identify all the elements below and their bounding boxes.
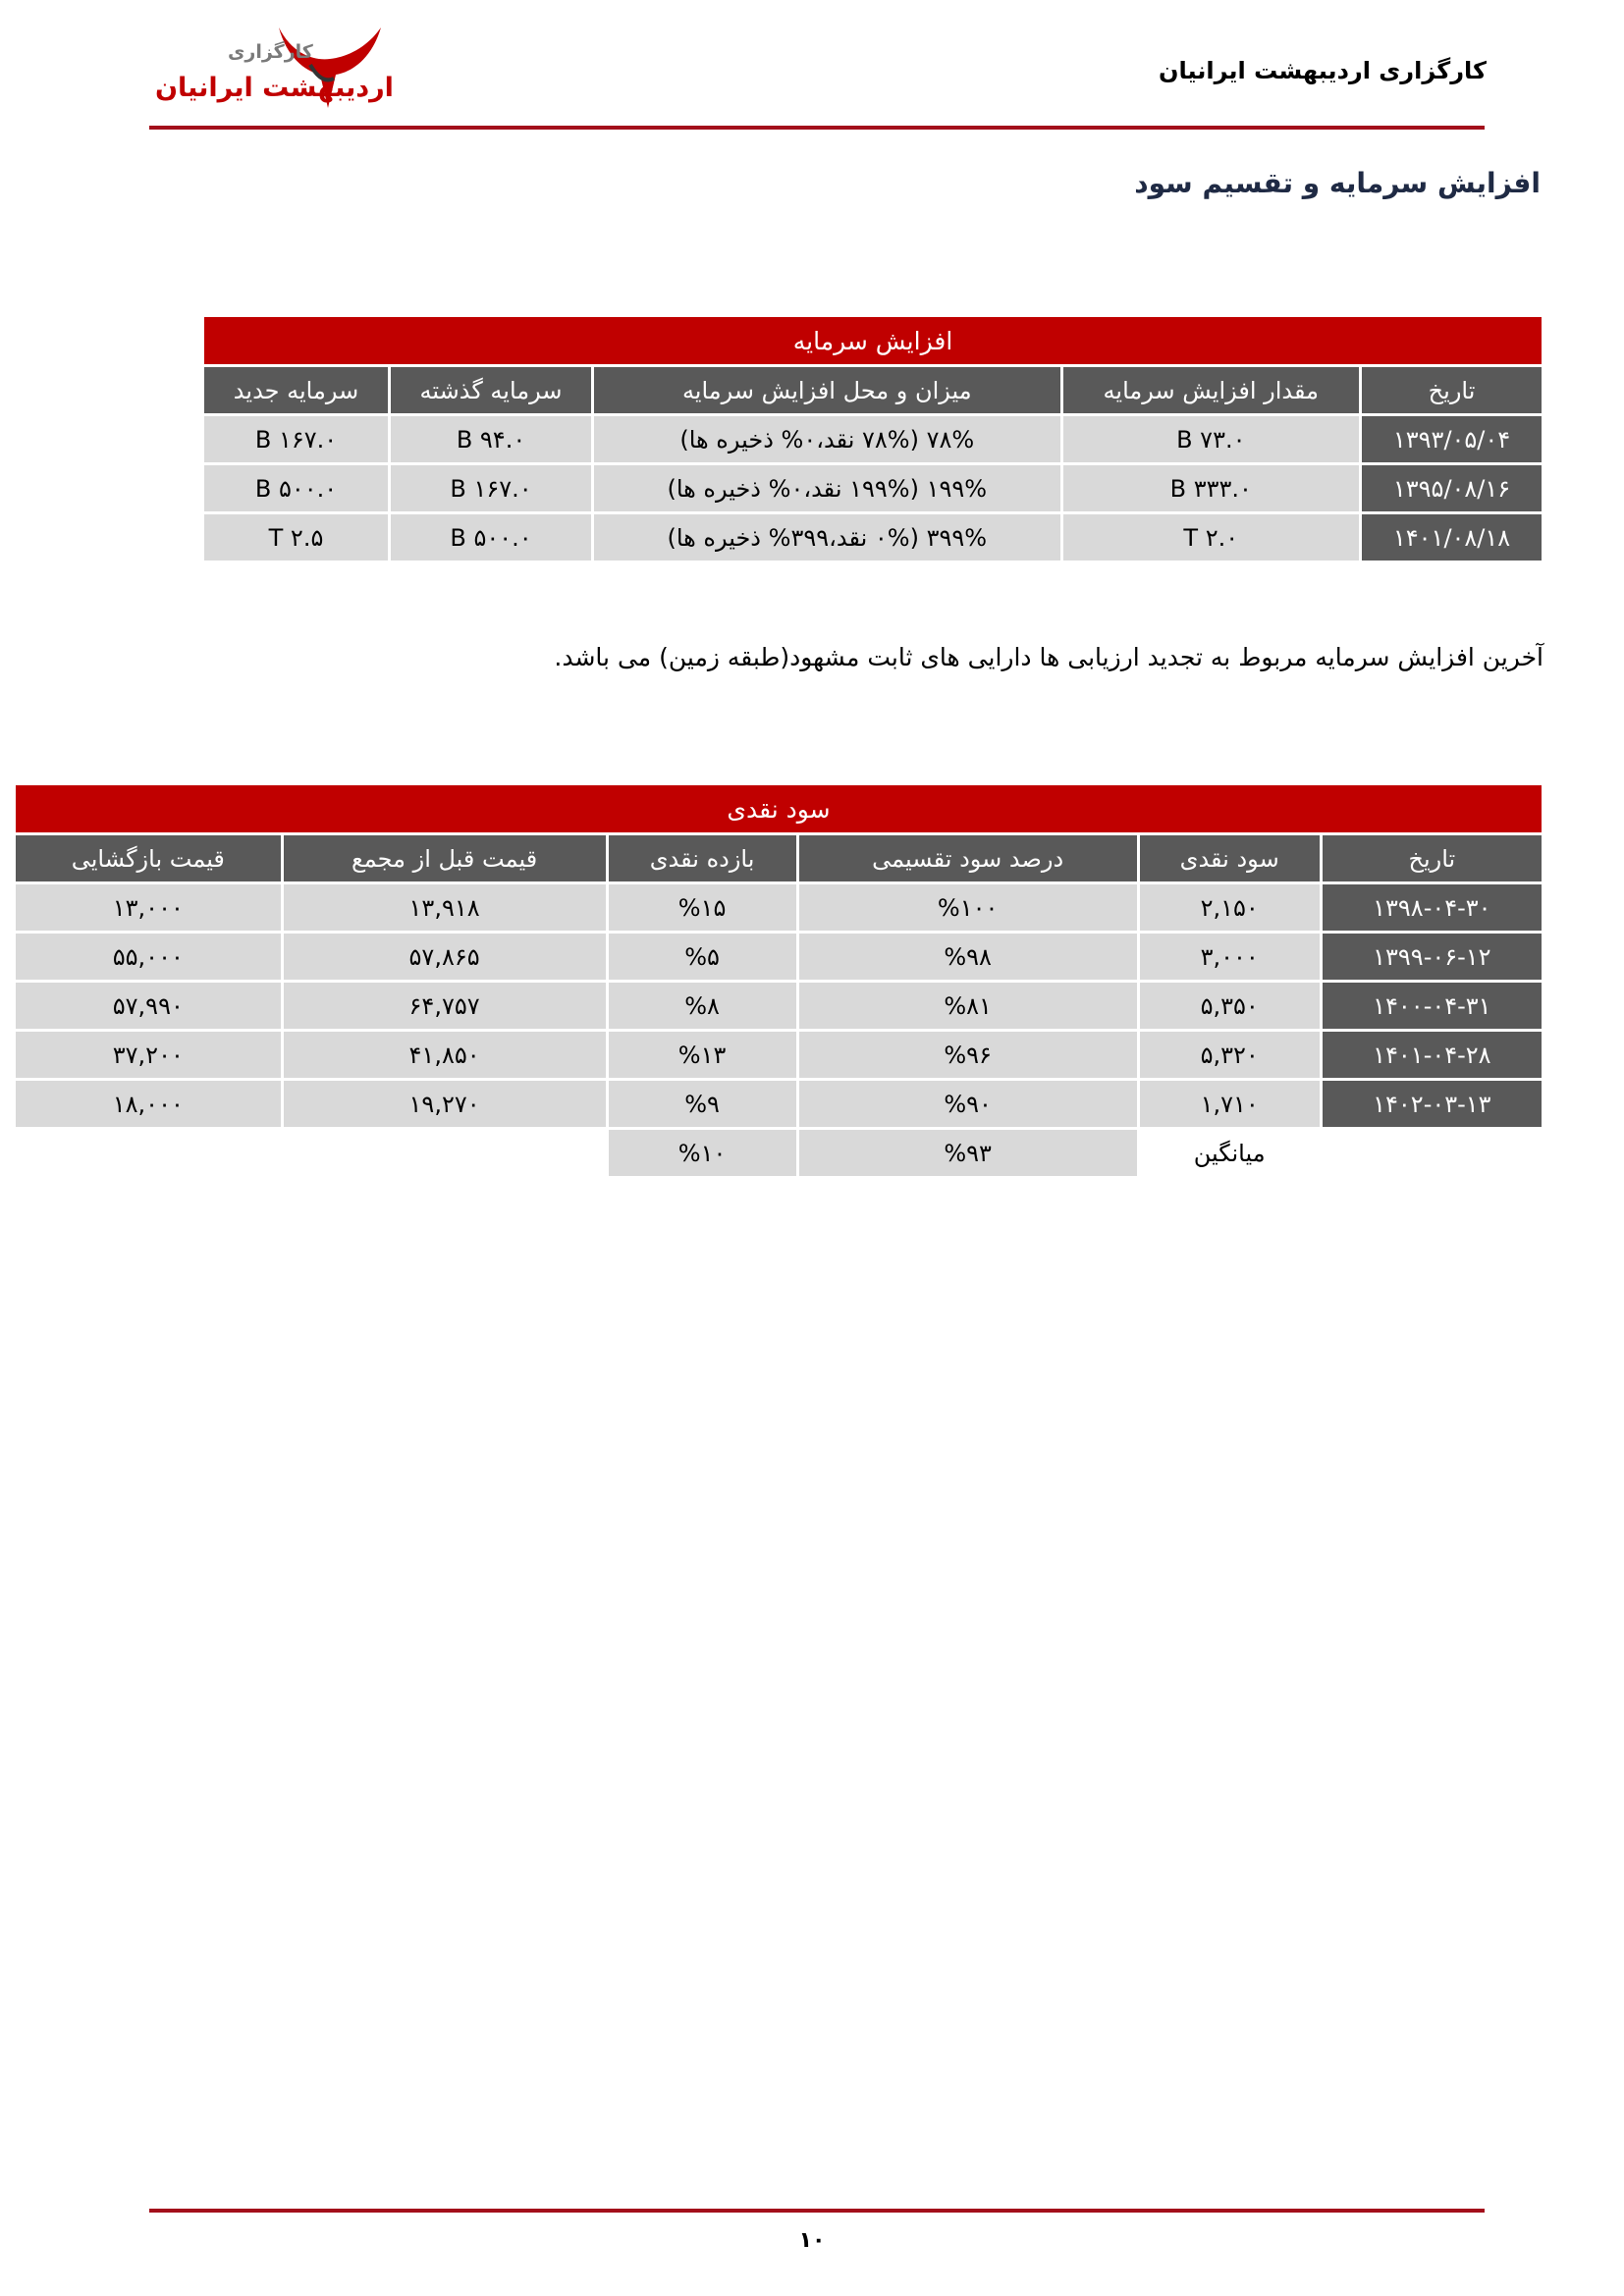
table-cell: ۳,۰۰۰	[1140, 934, 1320, 980]
table-cell: ۶۴,۷۵۷	[284, 983, 606, 1029]
footer-divider	[149, 2209, 1485, 2213]
table-caption: سود نقدی	[16, 785, 1542, 832]
table-row	[204, 416, 1542, 462]
empty-cell	[16, 1130, 281, 1176]
column-header: بازده نقدی	[609, 835, 796, 881]
table-cell: ۳۷,۲۰۰	[16, 1032, 281, 1078]
table-cell: T ۲.۵	[204, 514, 388, 561]
table-cell: ۵۷,۹۹۰	[16, 983, 281, 1029]
table-row	[204, 514, 1542, 561]
table-cell: B ۷۳.۰	[1063, 416, 1360, 462]
table-cell: %۱۵	[609, 884, 796, 931]
average-row	[16, 1130, 1542, 1176]
cash-dividend-table	[13, 782, 1544, 1179]
column-header: درصد سود تقسیمی	[799, 835, 1137, 881]
table-cell: B ۱۶۷.۰	[204, 416, 388, 462]
table-cell: B ۵۰۰.۰	[204, 465, 388, 511]
table-cell: ۱۳,۹۱۸	[284, 884, 606, 931]
table-cell: %۹۰	[799, 1081, 1137, 1127]
column-header: مقدار افزایش سرمایه	[1063, 367, 1360, 413]
column-header: سرمایه جدید	[204, 367, 388, 413]
table-cell: ۷۸% (۷۸% نقد،۰% ذخیره ها)	[594, 416, 1059, 462]
section-title: افزایش سرمایه و تقسیم سود	[1134, 167, 1541, 199]
table-cell: ۳۹۹% (۰% نقد،۳۹۹% ذخیره ها)	[594, 514, 1059, 561]
table-cell: ۱۹,۲۷۰	[284, 1081, 606, 1127]
table-cell: B ۱۶۷.۰	[391, 465, 591, 511]
table-cell: %۸	[609, 983, 796, 1029]
table-cell: %۹	[609, 1081, 796, 1127]
table-cell: ۱۸,۰۰۰	[16, 1081, 281, 1127]
table-cell: B ۳۳۳.۰	[1063, 465, 1360, 511]
table-cell: ۱,۷۱۰	[1140, 1081, 1320, 1127]
table-cell: ۱۹۹% (۱۹۹% نقد،۰% ذخیره ها)	[594, 465, 1059, 511]
column-header: تاریخ	[1362, 367, 1542, 413]
column-header: قیمت قبل از مجمع	[284, 835, 606, 881]
table-cell: ۵۷,۸۶۵	[284, 934, 606, 980]
table-row	[16, 983, 1542, 1029]
table-cell: ۵۵,۰۰۰	[16, 934, 281, 980]
date-cell: ۱۴۰۰-۰۴-۳۱	[1323, 983, 1542, 1029]
table-cell: %۵	[609, 934, 796, 980]
page-number: ۱۰	[798, 2228, 826, 2253]
column-header: قیمت بازگشایی	[16, 835, 281, 881]
empty-cell	[284, 1130, 606, 1176]
table-cell: %۸۱	[799, 983, 1137, 1029]
average-payout-cell: %۹۳	[799, 1130, 1137, 1176]
date-cell: ۱۳۹۹-۰۶-۱۲	[1323, 934, 1542, 980]
column-header: سود نقدی	[1140, 835, 1320, 881]
table-cell: ۴۱,۸۵۰	[284, 1032, 606, 1078]
table-row	[16, 1081, 1542, 1127]
table-cell: B ۵۰۰.۰	[391, 514, 591, 561]
logo-title: اردیبهشت ایرانیان	[155, 73, 394, 103]
capital-increase-table	[201, 314, 1544, 563]
date-cell: ۱۳۹۳/۰۵/۰۴	[1362, 416, 1542, 462]
table-cell: %۱۰۰	[799, 884, 1137, 931]
table-caption: افزایش سرمایه	[204, 317, 1542, 364]
table-cell: T ۲.۰	[1063, 514, 1360, 561]
date-cell: ۱۴۰۱-۰۴-۲۸	[1323, 1032, 1542, 1078]
average-label: میانگین	[1193, 1139, 1266, 1167]
table-cell: ۵,۳۵۰	[1140, 983, 1320, 1029]
table-row	[16, 934, 1542, 980]
column-header: سرمایه گذشته	[391, 367, 591, 413]
logo-caption: کارگزاری	[228, 41, 313, 63]
table-cell: ۱۳,۰۰۰	[16, 884, 281, 931]
table-cell: %۹۶	[799, 1032, 1137, 1078]
date-cell: ۱۳۹۸-۰۴-۳۰	[1323, 884, 1542, 931]
table-cell: %۹۸	[799, 934, 1137, 980]
company-name: کارگزاری اردیبهشت ایرانیان	[1159, 57, 1487, 84]
table-cell: %۱۳	[609, 1032, 796, 1078]
average-yield-cell: %۱۰	[609, 1130, 796, 1176]
company-logo	[155, 22, 394, 120]
date-cell: ۱۳۹۵/۰۸/۱۶	[1362, 465, 1542, 511]
capital-note: آخرین افزایش سرمایه مربوط به تجدید ارزیابی ها دارایی های ثابت مشهود(طبقه زمین) می باشد.	[554, 643, 1543, 671]
column-header: میزان و محل افزایش سرمایه	[594, 367, 1059, 413]
table-row	[16, 884, 1542, 931]
empty-cell	[1323, 1130, 1542, 1176]
table-cell: ۲,۱۵۰	[1140, 884, 1320, 931]
header-divider	[149, 126, 1485, 130]
table-cell: B ۹۴.۰	[391, 416, 591, 462]
date-cell: ۱۴۰۲-۰۳-۱۳	[1323, 1081, 1542, 1127]
table-row	[16, 1032, 1542, 1078]
column-header: تاریخ	[1323, 835, 1542, 881]
table-row	[204, 465, 1542, 511]
table-cell: ۵,۳۲۰	[1140, 1032, 1320, 1078]
date-cell: ۱۴۰۱/۰۸/۱۸	[1362, 514, 1542, 561]
